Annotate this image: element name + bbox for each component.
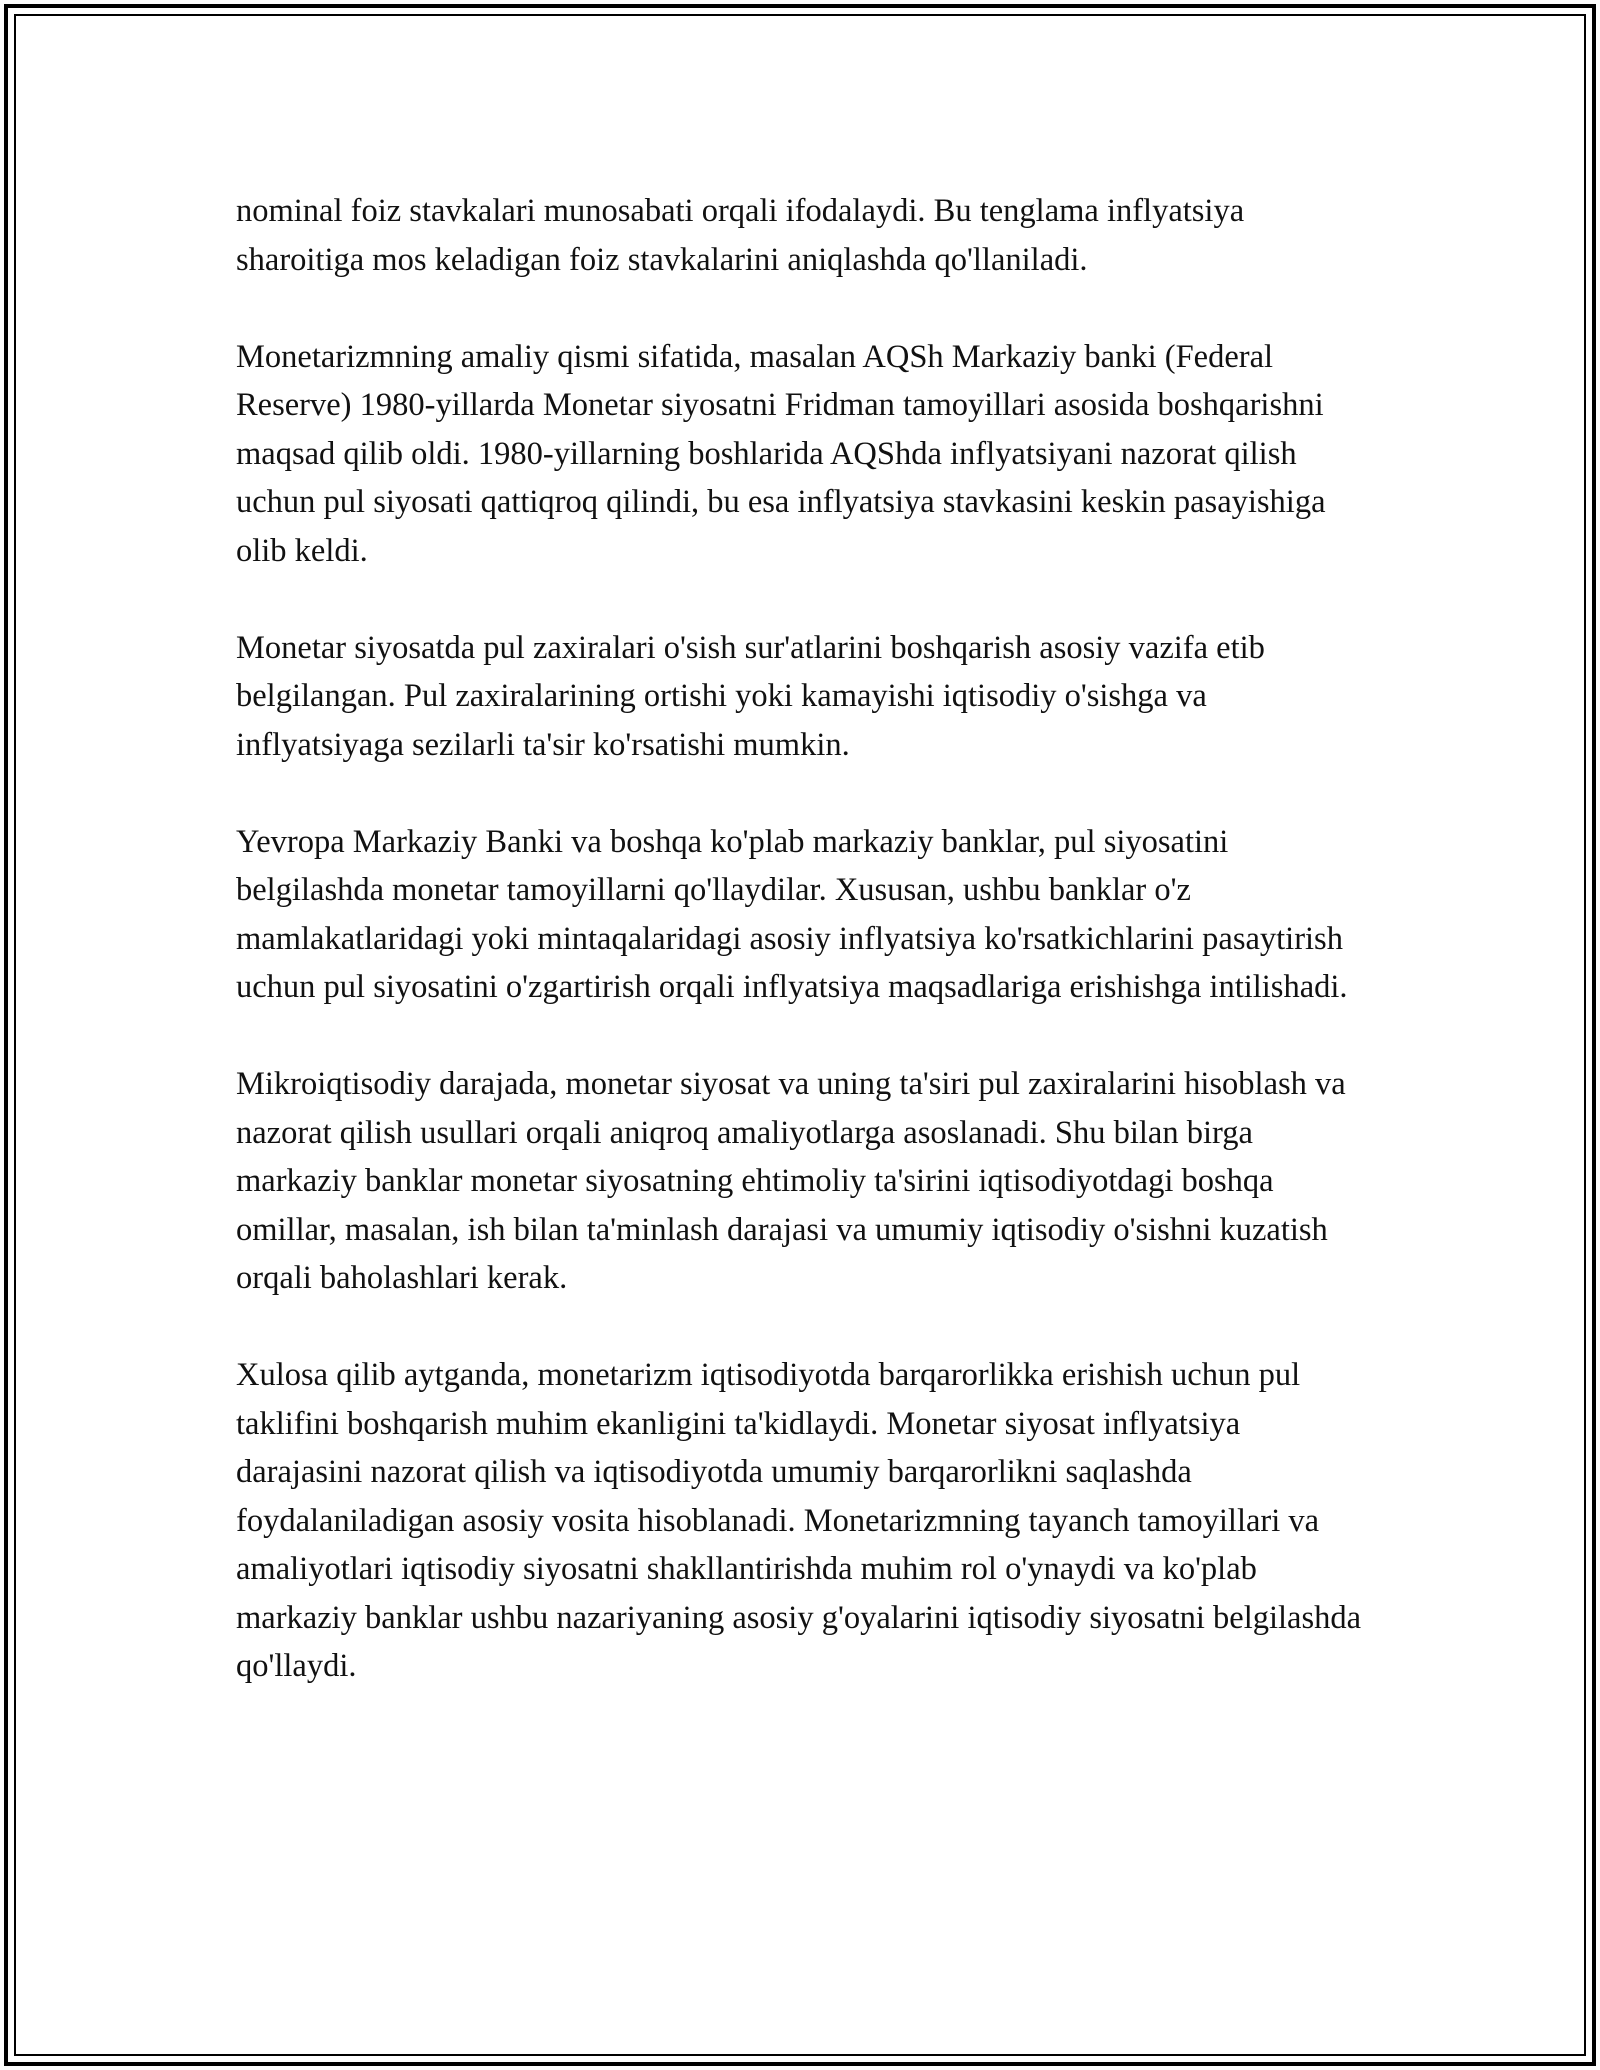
document-body xyxy=(236,187,1366,1691)
paragraph-5: Mikroiqtisodiy darajada, monetar siyosat va uning ta'siri pul zaxiralarini hisoblash va nazorat qilish usullari orqali aniqroq amaliyotlarga asoslanadi. Shu bilan birga markaziy banklar monetar siyosatning ehtimoliy ta'sirini iqtisodiyotdagi boshqa omillar, masalan, ish bilan ta'minlash darajasi va umumiy iqtisodiy o'sishni kuzatish orqali baholashlari kerak. xyxy=(236,1066,1346,1296)
paragraph-1: nominal foiz stavkalari munosabati orqali ifodalaydi. Bu tenglama inflyatsiya sharoitiga mos keladigan foiz stavkalarini aniqlashda qo'llaniladi. xyxy=(236,193,1245,278)
paragraph-3: Monetar siyosatda pul zaxiralari o'sish sur'atlarini boshqarish asosiy vazifa etib belgilangan. Pul zaxiralarining ortishi yoki kamayishi iqtisodiy o'sishga va inflyatsiyaga sezilarli ta'sir ko'rsatishi mumkin. xyxy=(236,629,1265,763)
paragraph-4: Yevropa Markaziy Banki va boshqa ko'plab markaziy banklar, pul siyosatini belgilashda monetar tamoyillarni qo'llaydilar. Xususan, ushbu banklar o'z mamlakatlaridagi yoki mintaqalaridagi asosiy inflyatsiya ko'rsatkichlarini pasaytirish uchun pul siyosatini o'zgartirish orqali inflyatsiya maqsadlariga erishishga intilishadi. xyxy=(236,823,1348,1005)
paragraph-2: Monetarizmning amaliy qismi sifatida, masalan AQSh Markaziy banki (Federal Reserve) 1980-yillarda Monetar siyosatni Fridman tamoyillari asosida boshqarishni maqsad qilib oldi. 1980-yillarning boshlarida AQShda inflyatsiyani nazorat qilish uchun pul siyosati qattiqroq qilindi, bu esa inflyatsiya stavkasini keskin pasayishiga olib keldi. xyxy=(236,338,1326,569)
paragraph-6: Xulosa qilib aytganda, monetarizm iqtisodiyotda barqarorlikka erishish uchun pul taklifini boshqarish muhim ekanligini ta'kidlaydi. Monetar siyosat inflyatsiya darajasini nazorat qilish va iqtisodiyotda umumiy barqarorlikni saqlashda foydalaniladigan asosiy vosita hisoblanadi. Monetarizmning tayanch tamoyillari va amaliyotlari iqtisodiy siyosatni shakllantirishda muhim rol o'ynaydi va ko'plab markaziy banklar ushbu nazariyaning asosiy g'oyalarini iqtisodiy siyosatni belgilashda qo'llaydi. xyxy=(236,1357,1362,1684)
